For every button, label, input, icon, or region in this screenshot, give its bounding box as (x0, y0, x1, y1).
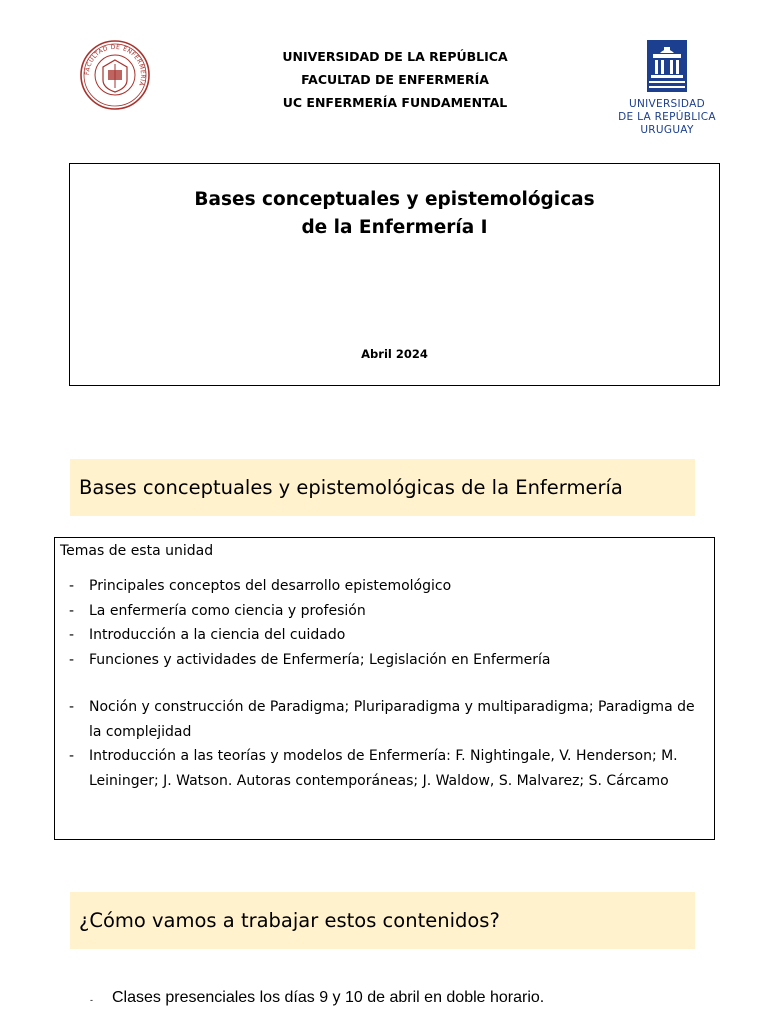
course-title-line1: Bases conceptuales y epistemológicas (194, 189, 595, 210)
topics-box (54, 537, 715, 840)
course-date: Abril 2024 (361, 347, 428, 361)
section-heading-bases: Bases conceptuales y epistemológicas de la Enfermería (70, 459, 695, 516)
list-item: - Introducción a las teorías y modelos de Enfermería: F. Nightingale, V. Henderson; M. Leininger; J. Watson. Autoras contemporáneas; J. Waldow, S. Malvarez; S. Cárcamo (55, 744, 714, 793)
logo-name-line1: UNIVERSIDAD (629, 98, 705, 110)
header-faculty: FACULTAD DE ENFERMERÍA (301, 72, 489, 87)
logo-name-line3: URUGUAY (640, 124, 694, 136)
university-logo (612, 40, 722, 136)
list-item: - Introducción a la ciencia del cuidado (55, 623, 714, 648)
section-heading-how-to-work: ¿Cómo vamos a trabajar estos contenidos? (70, 892, 695, 949)
course-title-line2: de la Enfermería I (301, 217, 488, 238)
faculty-seal (80, 40, 150, 110)
topics-box-title: Temas de esta unidad (60, 543, 214, 559)
list-item: - Principales conceptos del desarrollo epistemológico (55, 574, 714, 599)
header-unit: UC ENFERMERÍA FUNDAMENTAL (282, 95, 508, 110)
course-title-box (69, 163, 720, 386)
seal-text: FACULTAD DE ENFERMERÍA (83, 43, 147, 88)
list-item: - Clases presenciales los días 9 y 10 de abril en doble horario. (90, 985, 544, 1011)
list-item: - La enfermería como ciencia y profesión (55, 599, 714, 624)
list-item: - Funciones y actividades de Enfermería; Legislación en Enfermería (55, 648, 714, 673)
building-icon (647, 40, 687, 92)
topic-list-a (55, 574, 714, 672)
logo-name-line2: DE LA REPÚBLICA (618, 111, 716, 123)
header-university: UNIVERSIDAD DE LA REPÚBLICA (282, 49, 508, 64)
list-item: - Noción y construcción de Paradigma; Pluriparadigma y multiparadigma; Paradigma de la complejidad (55, 695, 714, 744)
institution-header (240, 45, 550, 114)
topic-list-b (55, 695, 714, 793)
work-list (90, 985, 544, 1011)
